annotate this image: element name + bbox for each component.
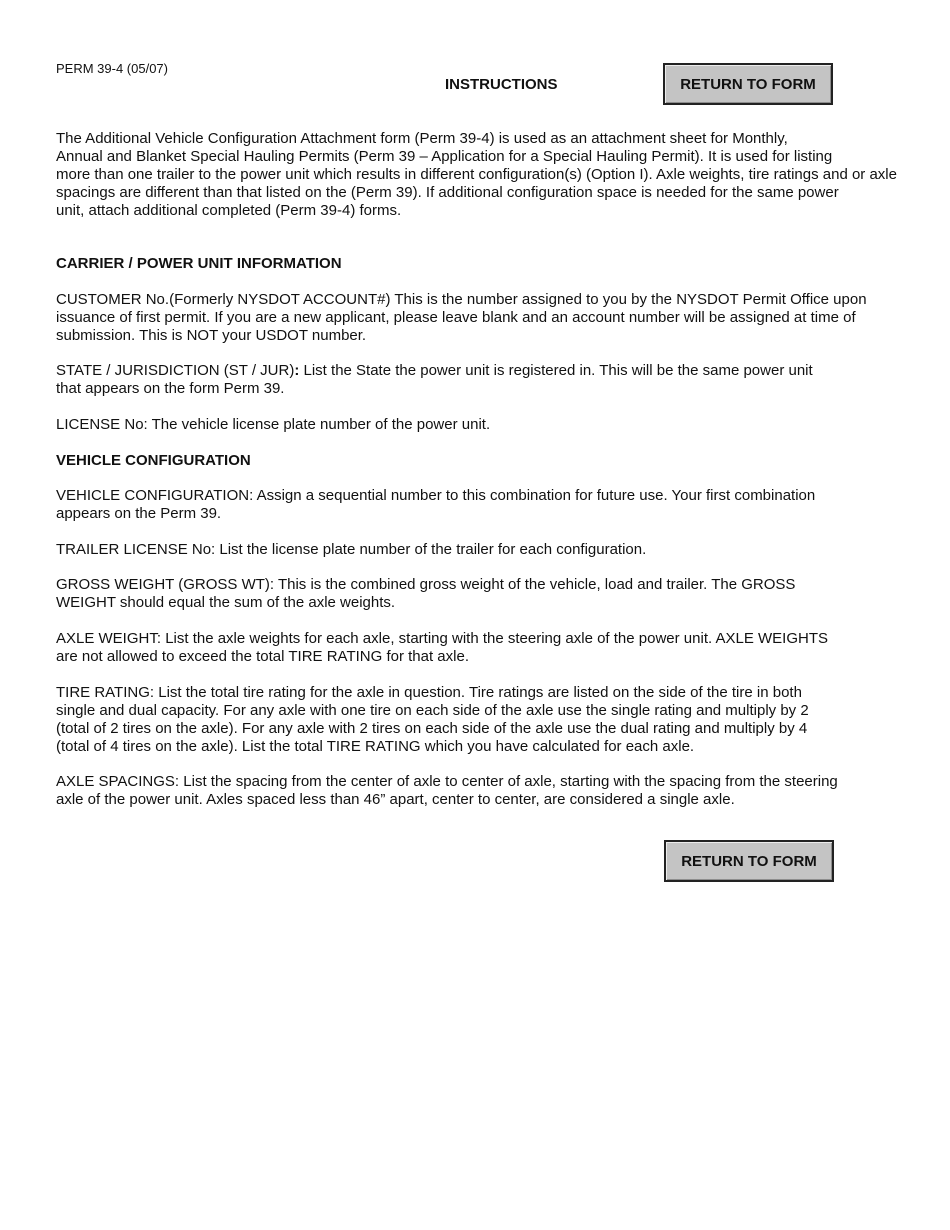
tire-rating-line: (total of 4 tires on the axle). List the total TIRE RATING which you have calculated for each axle. [56,738,695,755]
trailer-license-paragraph [56,541,936,559]
state-text: List the State the power unit is registered in. This will be the same power unit [299,362,813,379]
tire-rating-line: single and dual capacity. For any axle with one tire on each side of the axle use the single rating and multiply by 2 [56,702,809,719]
gross-line: GROSS WEIGHT (GROSS WT): This is the combined gross weight of the vehicle, load and trailer. The GROSS [56,576,796,593]
intro-line: The Additional Vehicle Configuration Attachment form (Perm 39-4) is used as an attachment sheet for Monthly, [56,130,788,147]
state-jurisdiction-paragraph [56,362,936,398]
customer-number-paragraph [56,291,936,345]
intro-line: unit, attach additional completed (Perm 39-4) forms. [56,202,402,219]
return-to-form-button-bottom[interactable]: RETURN TO FORM [664,840,834,882]
vehicle-config-paragraph [56,487,936,523]
trailer-line: TRAILER LICENSE No: List the license plate number of the trailer for each configuration. [56,541,647,558]
return-to-form-button-top[interactable]: RETURN TO FORM [663,63,833,105]
axle-spacings-paragraph [56,773,936,809]
page-title: INSTRUCTIONS [445,76,558,93]
carrier-section-heading: CARRIER / POWER UNIT INFORMATION [56,255,342,272]
tire-rating-line: TIRE RATING: List the total tire rating for the axle in question. Tire ratings are listed on the side of the tire in both [56,684,802,701]
customer-line: submission. This is NOT your USDOT number. [56,327,367,344]
intro-line: Annual and Blanket Special Hauling Permits (Perm 39 – Application for a Special Hauling Permit). It is used for listing [56,148,833,165]
customer-line: issuance of first permit. If you are a new applicant, please leave blank and an account number will be assigned at time of [56,309,856,326]
axle-weight-paragraph [56,630,936,666]
customer-line: CUSTOMER No.(Formerly NYSDOT ACCOUNT#) This is the number assigned to you by the NYSDOT Permit Office upon [56,291,867,308]
tire-rating-paragraph [56,684,936,756]
config-line: VEHICLE CONFIGURATION: Assign a sequential number to this combination for future use. Your first combination [56,487,816,504]
state-colon: : [294,362,300,379]
license-paragraph [56,416,936,434]
license-line: LICENSE No: The vehicle license plate number of the power unit. [56,416,491,433]
tire-rating-line: (total of 2 tires on the axle). For any axle with 2 tires on each side of the axle use the dual rating and multiply by 4 [56,720,808,737]
intro-line: more than one trailer to the power unit which results in different configuration(s) (Option I). Axle weights, tire ratings and or axle [56,166,897,183]
gross-line: WEIGHT should equal the sum of the axle weights. [56,594,396,611]
state-line: that appears on the form Perm 39. [56,380,285,397]
state-label: STATE / JURISDICTION (ST / JUR) [56,362,295,379]
config-line: appears on the Perm 39. [56,505,222,522]
form-code: PERM 39-4 (05/07) [56,61,168,76]
axle-weight-line: are not allowed to exceed the total TIRE RATING for that axle. [56,648,469,665]
axle-spacing-line: axle of the power unit. Axles spaced less than 46” apart, center to center, are considered a single axle. [56,791,735,808]
intro-line: spacings are different than that listed on the (Perm 39). If additional configuration space is needed for the same power [56,184,839,201]
vehicle-section-heading: VEHICLE CONFIGURATION [56,452,251,469]
axle-spacing-line: AXLE SPACINGS: List the spacing from the center of axle to center of axle, starting with the spacing from the steering [56,773,838,790]
intro-paragraph [56,130,936,220]
gross-weight-paragraph [56,576,936,612]
axle-weight-line: AXLE WEIGHT: List the axle weights for each axle, starting with the steering axle of the power unit. AXLE WEIGHTS [56,630,829,647]
